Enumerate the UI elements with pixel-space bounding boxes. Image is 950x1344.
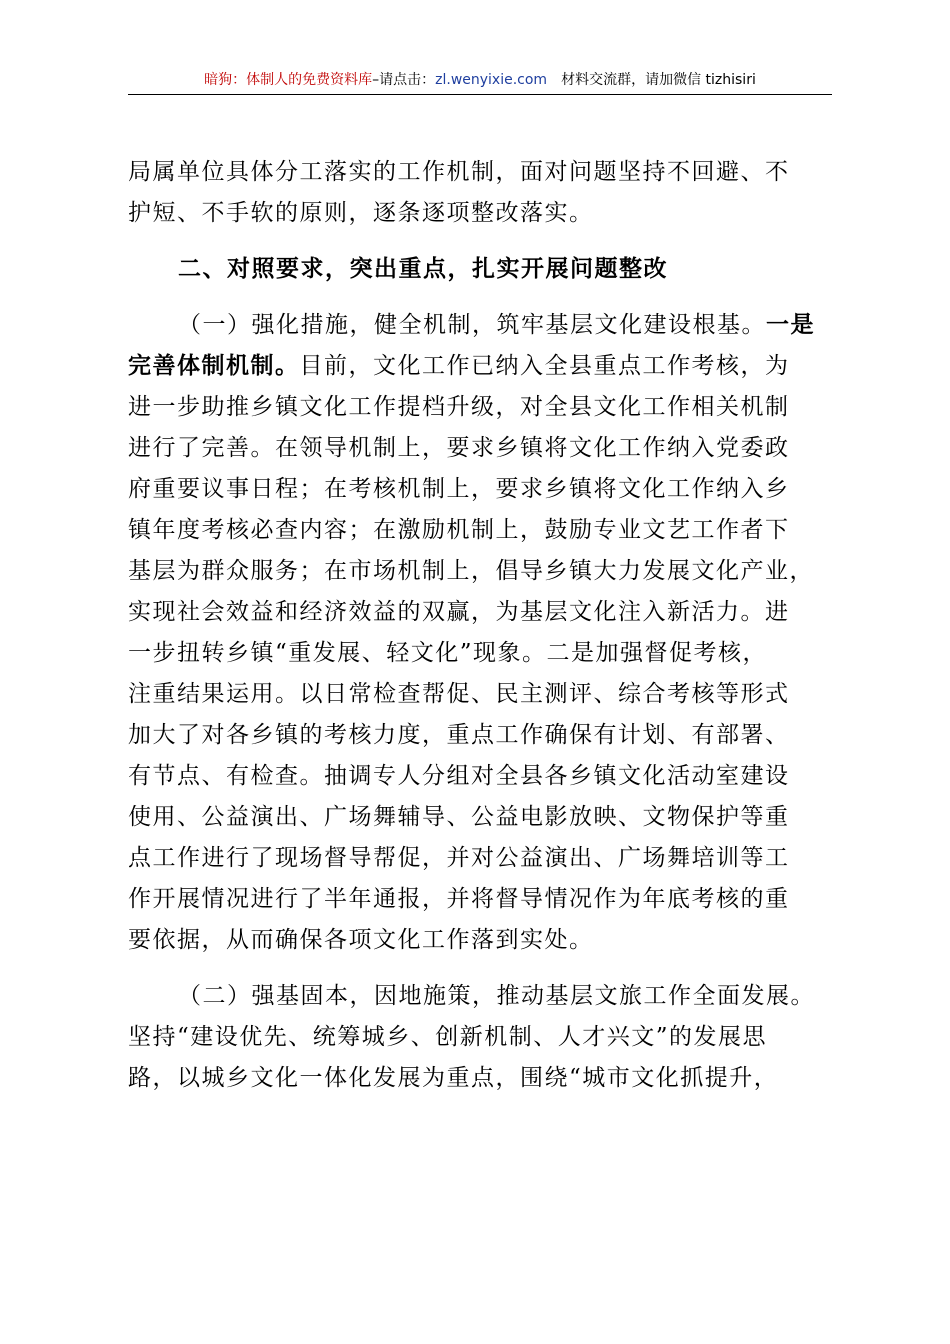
- paragraph-subsection-2: [128, 976, 834, 1099]
- click-prompt: –请点击：: [372, 72, 436, 88]
- text-line: 路，以城乡文化一体化发展为重点，围绕“城市文化抓提升，: [128, 1065, 779, 1091]
- text-line: 府重要议事日程；在考核机制上，要求乡镇将文化工作纳入乡: [128, 476, 790, 502]
- section-heading: [128, 249, 834, 290]
- text-line: 一步扭转乡镇“重发展、轻文化”现象。二是加强督促考核，: [128, 640, 768, 666]
- text-line: 作开展情况进行了半年通报，并将督导情况作为年底考核的重: [128, 886, 790, 912]
- text-line: 加大了对各乡镇的考核力度，重点工作确保有计划、有部署、: [128, 722, 790, 748]
- group-contact-text: 材料交流群，请加微信 tizhisiri: [561, 72, 756, 88]
- page-header: [128, 70, 832, 95]
- site-url-link[interactable]: zl.wenyixie.com: [435, 72, 548, 88]
- text-line: 使用、公益演出、广场舞辅导、公益电影放映、文物保护等重: [128, 804, 790, 830]
- site-brand: 暗狗：体制人的免费资料库: [204, 72, 373, 88]
- paragraph-subsection-1: [128, 305, 834, 961]
- text-line: （二）强基固本，因地施策，推动基层文旅工作全面发展。: [178, 983, 815, 1009]
- bold-phrase: 完善体制机制。: [128, 353, 300, 379]
- document-body: [128, 152, 834, 1099]
- paragraph-continuation: [128, 152, 834, 234]
- text-line: [128, 346, 834, 387]
- text-line: 进行了完善。在领导机制上，要求乡镇将文化工作纳入党委政: [128, 435, 790, 461]
- bold-phrase: 一是: [766, 312, 815, 338]
- text-line: 局属单位具体分工落实的工作机制，面对问题坚持不回避、不: [128, 159, 790, 185]
- text-line: [128, 305, 834, 346]
- text-line: 进一步助推乡镇文化工作提档升级，对全县文化工作相关机制: [128, 394, 790, 420]
- text-line: 注重结果运用。以日常检查帮促、民主测评、综合考核等形式: [128, 681, 790, 707]
- text-line: 坚持“建设优先、统筹城乡、创新机制、人才兴文”的发展思: [128, 1024, 768, 1050]
- text-line: 基层为群众服务；在市场机制上，倡导乡镇大力发展文化产业，: [128, 558, 814, 584]
- section-heading-text: 二、对照要求，突出重点，扎实开展问题整改: [178, 256, 668, 282]
- text-line: 有节点、有检查。抽调专人分组对全县各乡镇文化活动室建设: [128, 763, 790, 789]
- text-segment: 目前，文化工作已纳入全县重点工作考核，为: [299, 353, 790, 379]
- subsection-title: （一）强化措施，健全机制，筑牢基层文化建设根基。: [178, 312, 766, 338]
- text-line: 护短、不手软的原则，逐条逐项整改落实。: [128, 200, 594, 226]
- text-line: 实现社会效益和经济效益的双赢，为基层文化注入新活力。进: [128, 599, 790, 625]
- text-line: 点工作进行了现场督导帮促，并对公益演出、广场舞培训等工: [128, 845, 790, 871]
- text-line: 要依据，从而确保各项文化工作落到实处。: [128, 927, 594, 953]
- text-line: 镇年度考核必查内容；在激励机制上，鼓励专业文艺工作者下: [128, 517, 790, 543]
